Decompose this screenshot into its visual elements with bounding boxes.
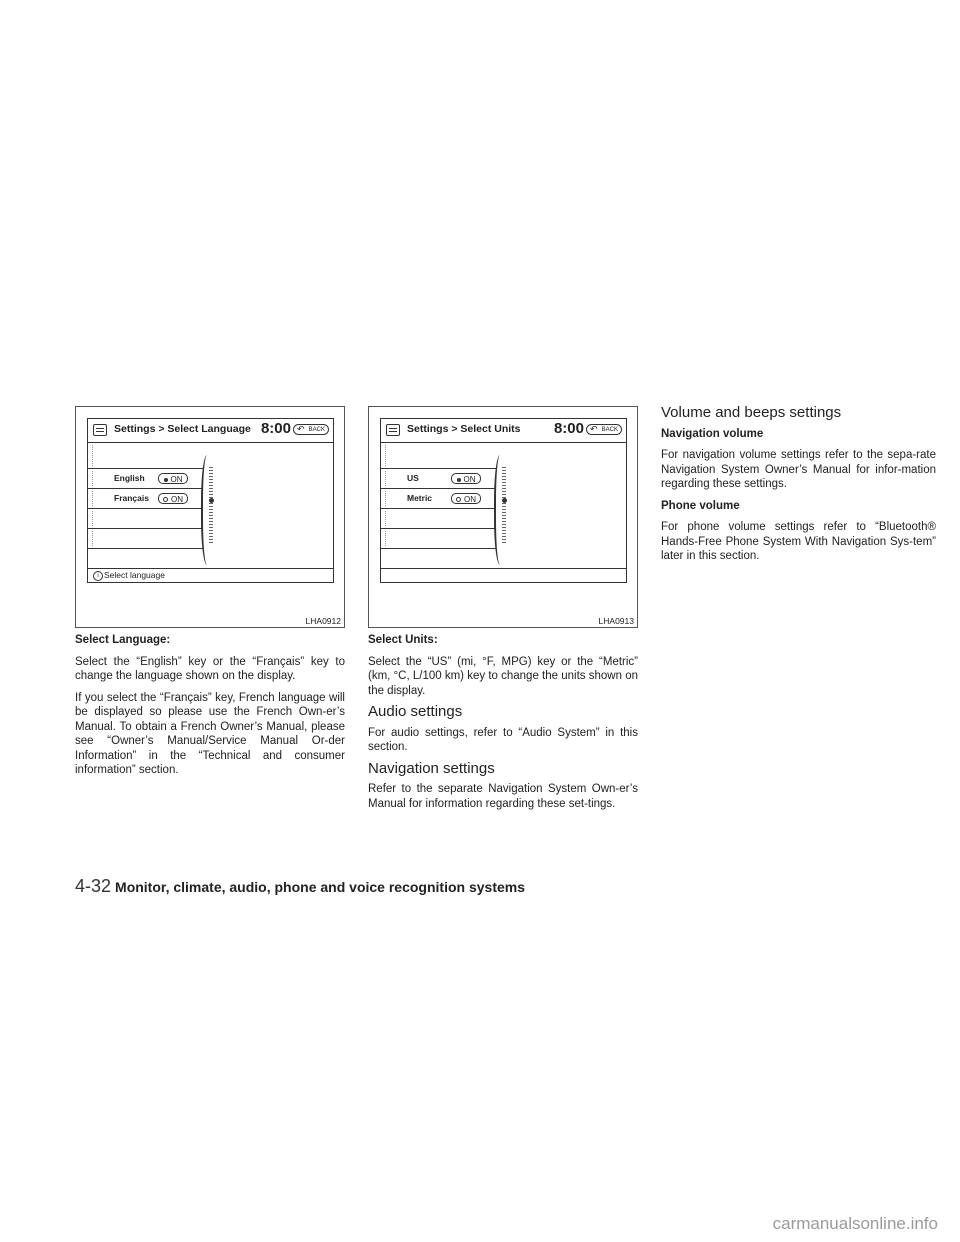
figure-select-language (75, 406, 345, 628)
scroll-ticks (209, 467, 213, 545)
column-2 (368, 633, 638, 818)
option-label: Metric (407, 493, 433, 503)
figure-select-units (368, 406, 638, 628)
list-item (88, 443, 203, 469)
chapter-title: Monitor, climate, audio, phone and voice recognition systems (115, 879, 525, 895)
scroll-position-dot (502, 498, 507, 503)
list-item (381, 529, 496, 549)
option-label: English (114, 473, 145, 483)
figure-id: LHA0912 (305, 616, 341, 626)
option-francais[interactable] (88, 489, 203, 509)
option-us[interactable] (381, 469, 496, 489)
on-indicator: ON (451, 493, 481, 504)
paragraph: Select the “US” (mi, °F, MPG) key or the “Metric” (km, °C, L/100 km) key to change the units shown on the display. (368, 655, 638, 697)
paragraph: For audio settings, refer to “Audio System” in this section. (368, 726, 638, 753)
back-button[interactable]: ↶ BACK (586, 424, 622, 435)
selected-dot-icon (164, 478, 168, 482)
page-number: 4-32 (75, 876, 112, 896)
paragraph: Select the “English” key or the “Français” key to change the language shown on the display. (75, 655, 345, 682)
subsection-title: Phone volume (661, 499, 740, 512)
info-icon: i (93, 571, 103, 581)
display-screen (87, 418, 334, 583)
scroll-ticks (502, 467, 506, 545)
on-indicator: ON (158, 473, 188, 484)
paragraph: Refer to the separate Navigation System Own-er’s Manual for information regarding these set-tings. (368, 783, 638, 810)
back-button[interactable]: ↶ BACK (293, 424, 329, 435)
section-heading: Select Units: (368, 634, 438, 646)
section-title: Volume and beeps settings (661, 404, 842, 421)
page-footer (75, 876, 525, 897)
paragraph: If you select the “Français” key, French language will be displayed so please use the French Own-er’s Manual. To obtain a French Owner’s Manual, please see “Owner’s Manual/Service Manual Or-der Information” in the “Technical and consumer information” section. (75, 691, 345, 776)
list-item (381, 509, 496, 529)
display-screen (380, 418, 627, 583)
subsection-title: Navigation volume (661, 427, 764, 440)
breadcrumb: Settings > Select Units (407, 423, 521, 435)
selected-dot-icon (457, 478, 461, 482)
scroll-position-dot (209, 498, 214, 503)
column-3 (661, 406, 936, 571)
settings-icon (93, 424, 107, 436)
list-item (88, 509, 203, 529)
back-arrow-icon: ↶ (297, 424, 305, 434)
on-indicator: ON (451, 473, 481, 484)
section-title: Navigation settings (368, 759, 495, 777)
section-heading: Select Language: (75, 634, 171, 646)
list-item (88, 529, 203, 549)
info-bar (88, 568, 333, 582)
paragraph: For phone volume settings refer to “Bluetooth® Hands-Free Phone System With Navigation Sys-tem” later in this section. (661, 521, 936, 562)
clock: 8:00 (553, 420, 584, 437)
column-1 (75, 633, 345, 785)
section-title: Audio settings (368, 703, 463, 720)
breadcrumb: Settings > Select Language (114, 423, 251, 435)
paragraph: For navigation volume settings refer to the sepa-rate Navigation System Owner’s Manual for infor-mation regarding these settings. (661, 449, 936, 490)
option-metric[interactable] (381, 489, 496, 509)
info-bar (381, 568, 626, 582)
clock: 8:00 (260, 420, 291, 437)
figure-id: LHA0913 (598, 616, 634, 626)
option-english[interactable] (88, 469, 203, 489)
info-text: Select language (104, 570, 165, 580)
unselected-dot-icon (163, 497, 168, 502)
on-indicator: ON (158, 493, 188, 504)
back-arrow-icon: ↶ (590, 424, 598, 434)
option-label: US (407, 473, 419, 483)
unselected-dot-icon (456, 497, 461, 502)
screen-header (381, 419, 626, 443)
screen-header (88, 419, 333, 443)
settings-icon (386, 424, 400, 436)
list-item (381, 443, 496, 469)
option-label: Français (114, 493, 149, 503)
watermark[interactable]: carmanualsonline.info (772, 1214, 938, 1233)
